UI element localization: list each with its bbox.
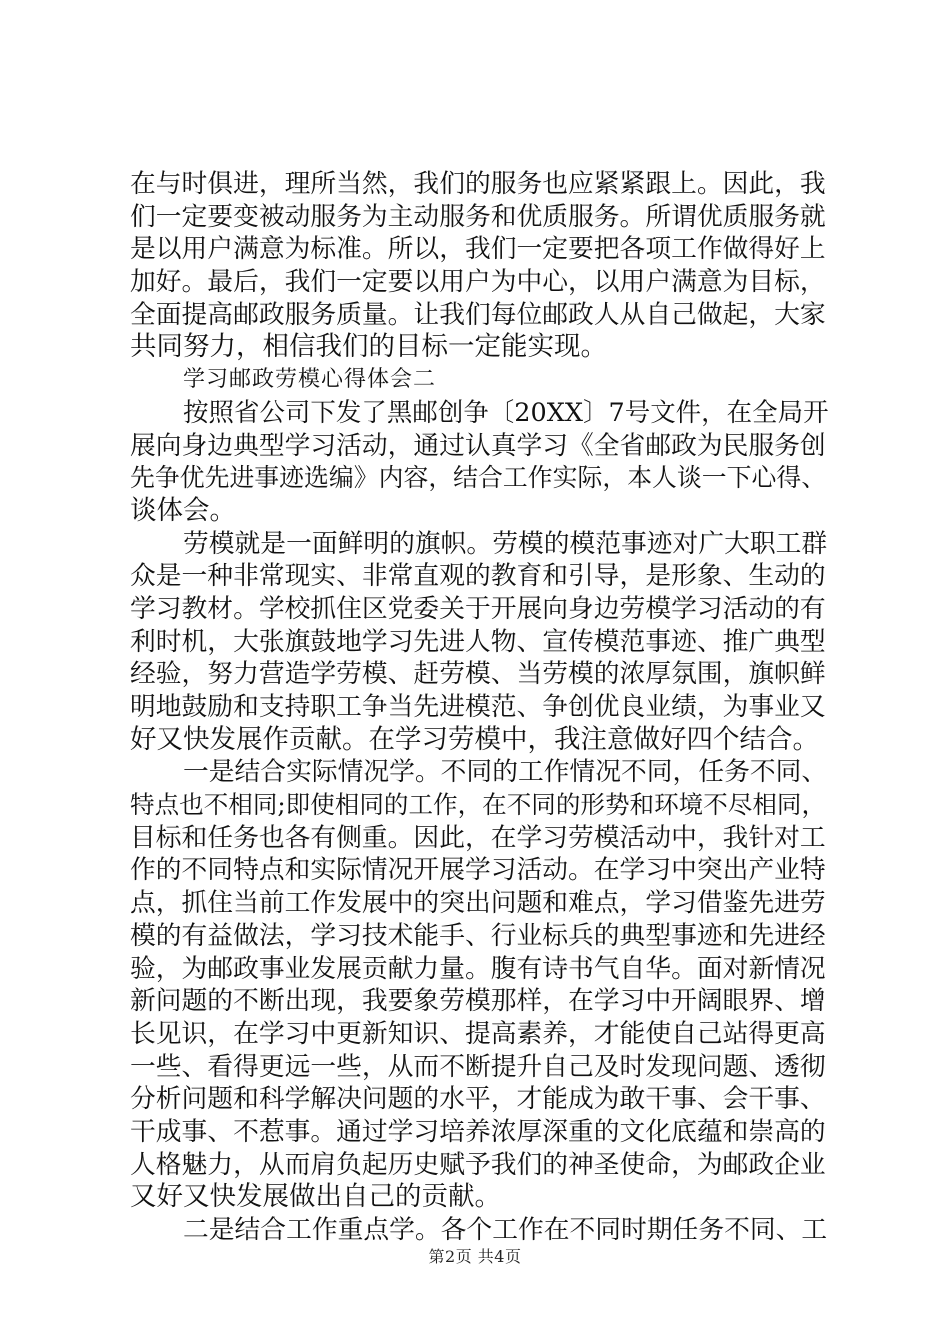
text-line: 点，抓住当前工作发展中的突出问题和难点，学习借鉴先进劳 [130,888,826,919]
text-line: 人格魅力，从而肩负起历史赋予我们的神圣使命，为邮政企业 [130,1149,826,1180]
text-line: 长见识，在学习中更新知识、提高素养，才能使自己站得更高 [130,1018,826,1049]
text-line: 经验，努力营造学劳模、赶劳模、当劳模的浓厚氛围，旗帜鲜 [130,659,826,690]
text-line: 是以用户满意为标准。所以，我们一定要把各项工作做得好上 [130,234,826,265]
text-line: 又好又快发展做出自己的贡献。 [130,1181,501,1213]
text-line: 分析问题和科学解决问题的水平，才能成为敢干事、会干事、 [130,1084,826,1115]
section-heading: 学习邮政劳模心得体会二 [183,367,437,393]
text-line: 特点也不相同;即使相同的工作，在不同的形势和环境不尽相同， [130,790,827,820]
text-line: 共同努力，相信我们的目标一定能实现。 [130,331,607,363]
page-footer: 第2页 共4页 [428,1247,522,1266]
text-line: 一是结合实际情况学。不同的工作情况不同，任务不同、 [183,757,828,788]
text-line: 在与时俱进，理所当然，我们的服务也应紧紧跟上。因此，我 [130,169,826,199]
text-line: 先争优先进事迹选编》内容，结合工作实际，本人谈一下心得、 [130,463,827,493]
text-line: 明地鼓励和支持职工争当先进模范、争创优良业绩，为事业又 [130,692,826,722]
text-line: 按照省公司下发了黑邮创争〔20XX〕7号文件，在全局开 [183,397,829,428]
text-line: 新问题的不断出现，我要象劳模那样，在学习中开阔眼界、增 [130,986,826,1017]
text-line: 目标和任务也各有侧重。因此，在学习劳模活动中，我针对工 [130,822,826,853]
text-line: 二是结合工作重点学。各个工作在不同时期任务不同、工 [183,1215,828,1245]
text-line: 劳模就是一面鲜明的旗帜。劳模的模范事迹对广大职工群 [183,528,828,559]
text-line: 验，为邮政事业发展贡献力量。腹有诗书气自华。面对新情况 [130,953,826,984]
document-body [130,168,830,1247]
text-line: 众是一种非常现实、非常直观的教育和引导，是形象、生动的 [130,561,826,592]
text-line: 一些、看得更远一些，从而不断提升自己及时发现问题、透彻 [130,1051,826,1082]
text-line: 干成事、不惹事。通过学习培养浓厚深重的文化底蕴和崇高的 [130,1116,826,1147]
text-line: 好又快发展作贡献。在学习劳模中，我注意做好四个结合。 [130,723,819,755]
text-line: 利时机，大张旗鼓地学习先进人物、宣传模范事迹、推广典型 [130,626,826,657]
text-line: 学习教材。学校抓住区党委关于开展向身边劳模学习活动的有 [130,593,826,624]
text-line: 模的有益做法，学习技术能手、行业标兵的典型事迹和先进经 [130,920,826,951]
text-line: 们一定要变被动服务为主动服务和优质服务。所谓优质服务就 [130,201,826,232]
text-line: 加好。最后，我们一定要以用户为中心，以用户满意为目标， [130,267,826,298]
text-line: 全面提高邮政服务质量。让我们每位邮政人从自己做起，大家 [130,299,826,330]
text-line: 作的不同特点和实际情况开展学习活动。在学习中突出产业特 [130,855,826,886]
text-line: 展向身边典型学习活动，通过认真学习《全省邮政为民服务创 [130,430,826,461]
text-line: 谈体会。 [130,494,236,526]
